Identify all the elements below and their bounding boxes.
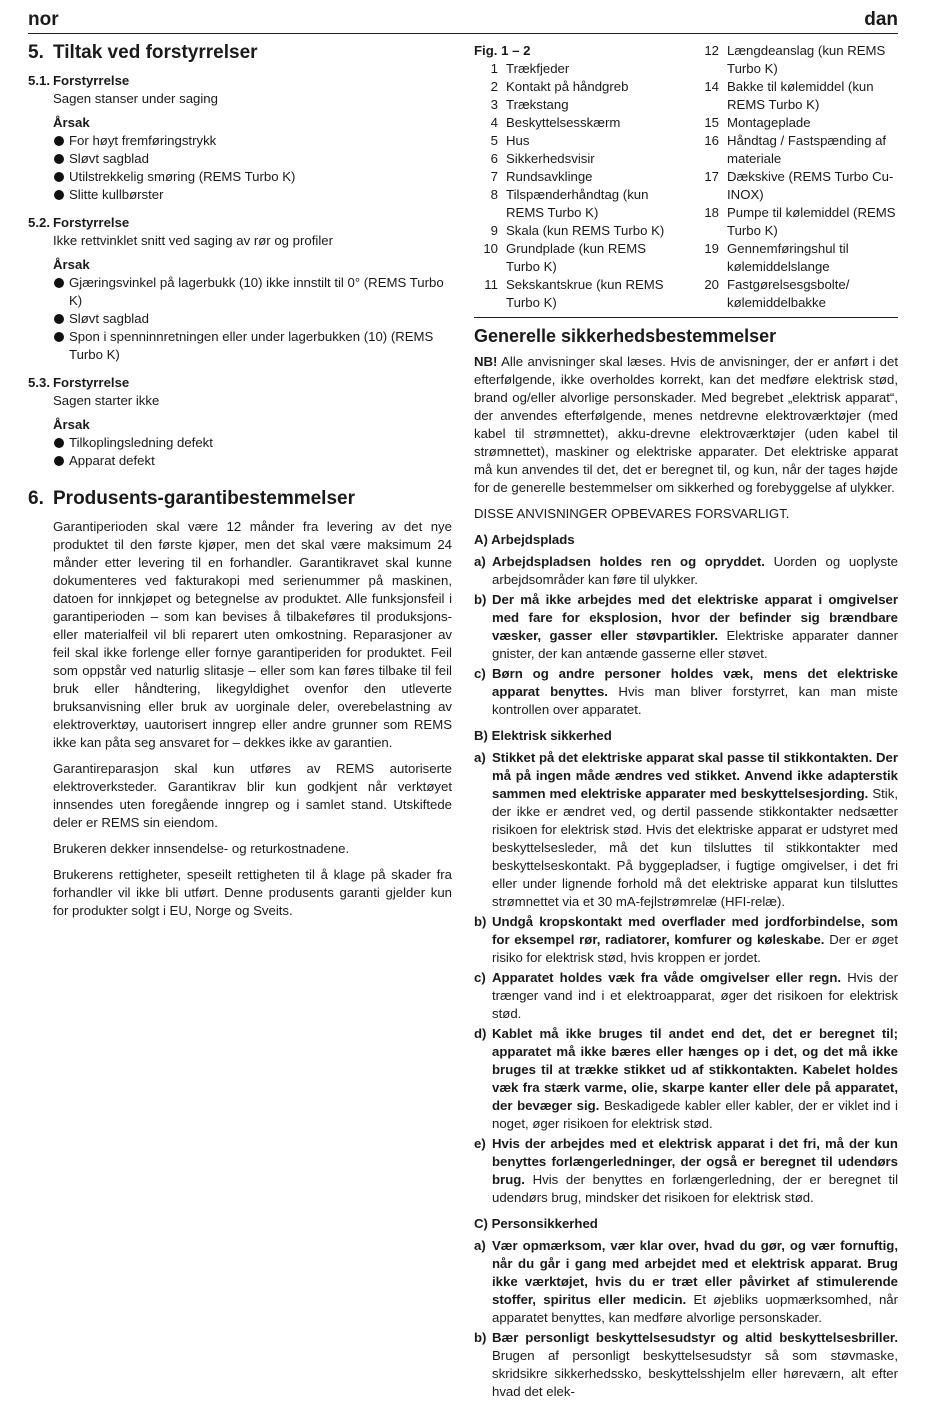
legend-number: 2: [490, 79, 498, 94]
subsection-number: 5.1.: [28, 73, 50, 88]
figure-legend-item: [689, 132, 898, 168]
right-column: [474, 42, 898, 1403]
left-column: [28, 42, 452, 928]
cause-item: Sløvt sagblad: [53, 310, 452, 328]
legend-text: Håndtag / Fastspænding af materiale: [727, 133, 887, 166]
troubleshooting-entry: [28, 72, 452, 204]
figure-legend-item: [689, 276, 898, 312]
item-body-text: Hvis man bliver forstyrret, kan man miste kontrollen over apparatet.: [492, 684, 898, 717]
legend-text: Dækskive (REMS Turbo Cu-INOX): [727, 169, 894, 202]
general-safety-heading: Generelle sikkerhedsbestemmelser: [474, 326, 777, 346]
item-bold-text: Arbejdspladsen holdes ren og opryddet.: [492, 554, 765, 569]
item-body-text: Hvis der benyttes en forlængerledning, der er beregnet til udendørs brug, mindsker det risikoen for elektrisk stød.: [492, 1172, 898, 1205]
figure-legend-item: [474, 150, 683, 168]
legend-text: Længdeanslag (kun REMS Turbo K): [727, 43, 886, 76]
troubleshooting-entry: [28, 214, 452, 364]
safety-item: [474, 553, 898, 589]
legend-text: Bakke til kølemiddel (kun REMS Turbo K): [727, 79, 874, 112]
item-body-text: Uorden og uoplyste arbejdsområder kan føre til ulykker.: [492, 554, 898, 587]
figure-legend-item: [474, 96, 683, 114]
guarantee-paragraph: Garantireparasjon skal kun utføres av REMS autoriserte elektroverksteder. Garantikrav blir kun godkjent når verktøyet innsendes uten foregående inngrep og i samlet stand. Utskiftede deler er REMS sin eiendom.: [53, 761, 452, 830]
cause-item: Sløvt sagblad: [53, 150, 452, 168]
safety-item: [474, 969, 898, 1023]
legend-number: 14: [704, 79, 719, 94]
legend-number: 4: [490, 115, 498, 130]
troubleshooting-list: [28, 72, 452, 470]
item-letter: a): [474, 750, 486, 765]
legend-number: 5: [490, 133, 498, 148]
subsection-heading: [28, 72, 452, 90]
item-letter: c): [474, 970, 486, 985]
cause-item: Slitte kullbørster: [53, 186, 452, 204]
legend-text: Fastgørelsesgsbolte/ kølemiddelbakke: [727, 277, 850, 310]
item-body-text: Beskadigede kabler eller kabler, der er viklet ind i noget, øger risikoen for elektrisk stød.: [492, 1098, 898, 1131]
subsection-title: Forstyrrelse: [53, 215, 130, 230]
legend-number: 3: [490, 97, 498, 112]
item-text: [492, 553, 898, 589]
cause-item: Apparat defekt: [53, 452, 452, 470]
legend-text: Trækfjeder: [506, 61, 570, 76]
safety-item: [474, 1025, 898, 1133]
legend-text: Sekskantskrue (kun REMS Turbo K): [506, 277, 664, 310]
legend-number: 19: [704, 241, 719, 256]
safety-group-heading: A) Arbejdsplads: [474, 532, 575, 547]
item-body-text: Elektriske apparater danner gnister, der kan antænde gasserne eller støvet.: [492, 628, 899, 661]
safety-item: [474, 591, 898, 663]
legend-number: 9: [490, 223, 498, 238]
figure-legend-col-b: [683, 42, 898, 312]
language-label-right: dan: [864, 9, 898, 30]
safety-item: [474, 1135, 898, 1207]
subsection-number: 5.2.: [28, 215, 50, 230]
troubleshooting-entry: [28, 374, 452, 470]
legend-text: Kontakt på håndgreb: [506, 79, 629, 94]
section-6-heading: 6. Produsents-garantibestemmelser: [28, 488, 355, 509]
item-body-text: Brugen af personligt beskyttelsesudstyr så som støvmaske, skridsikre sikkerhedssko, beskyttelsshjelm eller høreværn, alt efter hvad det elek-: [492, 1348, 898, 1399]
cause-item: For høyt fremføringstrykk: [53, 132, 452, 150]
item-text: [492, 665, 898, 719]
item-text: [492, 1329, 898, 1401]
legend-number: 12: [704, 43, 719, 58]
safety-item: [474, 1237, 898, 1327]
item-letter: a): [474, 554, 486, 569]
cause-label: Årsak: [53, 417, 90, 432]
safety-item: [474, 1329, 898, 1401]
item-bold-text: Apparatet holdes væk fra våde omgivelser eller regn.: [492, 970, 842, 985]
item-letter: c): [474, 666, 486, 681]
safety-item: [474, 749, 898, 911]
item-text: [492, 969, 898, 1023]
section-rule: [474, 317, 898, 318]
item-body-text: Stik, der ikke er ændret ved, og dertil passende stikkontakter nedsætter risikoen for elektrisk stød. Hvis det elektriske apparat er udstyret med beskyttelsesleder, må det kun tilsluttes til stikkontakter med beskyttelseskontakt. På byggepladser, i fugtige omgivelser, i det fri eller under lignende forhold må det elektriske apparat kun tilsluttes strømnettet via et 30 mA-fejlstrømrelæ (HFI-relæ).: [492, 786, 898, 909]
legend-number: 20: [704, 277, 719, 292]
item-bold-text: Hvis der arbejdes med et elektrisk apparat i det fri, må der kun benyttes forlængerledninger, der også er beregnet til udendørs brug.: [492, 1136, 898, 1187]
figure-legend-item: [474, 132, 683, 150]
problem-text: Sagen stanser under saging: [53, 91, 218, 106]
legend-number: 8: [490, 187, 498, 202]
figure-legend-item: [474, 60, 683, 78]
safety-group-heading: B) Elektrisk sikkerhed: [474, 728, 612, 743]
item-bold-text: Børn og andre personer holdes væk, mens det elektriske apparat benyttes.: [492, 666, 898, 699]
cause-item: Gjæringsvinkel på lagerbukk (10) ikke innstilt til 0° (REMS Turbo K): [53, 274, 452, 310]
item-text: [492, 913, 898, 967]
item-letter: b): [474, 914, 487, 929]
item-bold-text: Der må ikke arbejdes med det elektriske apparat i omgivelser med fare for eksplosion, hvor der befinder sig brændbare væsker, gasser eller støvpartikler.: [492, 592, 898, 643]
item-bold-text: Bær personligt beskyttelsesudstyr og altid beskyttelsesbriller.: [492, 1330, 898, 1345]
safety-groups: [474, 531, 898, 1401]
figure-legend-item: [689, 78, 898, 114]
legend-number: 6: [490, 151, 498, 166]
item-letter: b): [474, 592, 487, 607]
figure-title: Fig. 1 – 2: [474, 43, 531, 58]
legend-number: 16: [704, 133, 719, 148]
legend-number: 1: [490, 61, 498, 76]
legend-text: Sikkerhedsvisir: [506, 151, 595, 166]
safety-group-heading: C) Personsikkerhed: [474, 1216, 598, 1231]
cause-list: [28, 274, 452, 364]
item-bold-text: Kablet må ikke bruges til andet end det, det er beregnet til; apparatet må ikke bæres eller hænges op i det, og det må ikke bruges til at trække stikket ud af stikkontakten. Kabelet holdes væk fra stærk varme, olie, skarpe kanter eller dele på apparatet, der bevæger sig.: [492, 1026, 898, 1113]
subsection-number: 5.3.: [28, 375, 50, 390]
cause-list: [28, 434, 452, 470]
figure-legend-item: [474, 114, 683, 132]
legend-number: 10: [483, 241, 498, 256]
legend-text: Skala (kun REMS Turbo K): [506, 223, 665, 238]
figure-legend-item: [689, 114, 898, 132]
cause-label: Årsak: [53, 115, 90, 130]
legend-number: 11: [484, 277, 498, 292]
safety-item: [474, 913, 898, 967]
figure-legend-item: [689, 240, 898, 276]
figure-legend-item: [689, 204, 898, 240]
figure-legend-item: [474, 240, 683, 276]
legend-text: Hus: [506, 133, 530, 148]
cause-label: Årsak: [53, 257, 90, 272]
subsection-title: Forstyrrelse: [53, 375, 130, 390]
figure-legend-item: [474, 276, 683, 312]
legend-text: Grundplade (kun REMS Turbo K): [506, 241, 647, 274]
item-letter: b): [474, 1330, 487, 1345]
subsection-title: Forstyrrelse: [53, 73, 130, 88]
item-bold-text: Stikket på det elektriske apparat skal passe til stikkontakten. Der må på ingen måde ændres ved stikket. Anvend ikke adapterstik sammen med elektriske apparater med beskyttelsesjording.: [492, 750, 898, 801]
nb-paragraph: NB! Alle anvisninger skal læses. Hvis de anvisninger, der er anført i det efterfølgende, ikke overholdes korrekt, kan det medføre elektrisk stød, brand og/eller alvorlige personskader. Med begrebet „elektrisk apparat“, der anvendes efterfølgende, menes netdrevne elektroværktøjer (med kabel til strømnettet), akku-drevne elektroværktøjer (uden kabel til strømnettet), maskiner og elektriske apparater. Det elektriske apparat må kun anvendes til det, det er beregnet til, og kun, når der tages højde for de generelle bestemmelser om sikkerhed og forebyggelse af ulykker.: [474, 354, 898, 495]
item-text: [492, 1135, 898, 1207]
guarantee-paragraph: Garantiperioden skal være 12 månder fra levering av det nye produktet til den første kjøper, men det skal være maksimum 24 månder etter levering til en forhandler. Garantikravet skal kunne dokumenteres ved fakturakopi med serienummer på maskinen, datoen for innkjøpet og betegnelse av produktet. Alle funksjonsfeil i garantiperioden – som kan bevises å tilbakeføres til produksjons- eller materialfeil vil bli reparert uten omkostning. Reparasjoner av feil skal ikke forlenge eller fornye garantiperiden for produktet. Feil som oppstår ved naturlig slitasje – eller som kan føres tilbake til feil bruk eller håndtering, likegyldighet ovenfor den utleverte bruksanvisning eller bruk av uorginale deler, overebelastning av elektroverktøy, uautorisert inngrep eller andre grunner som REMS ikke kan påta seg ansvaret for – dekkes ikke av garantien.: [53, 519, 452, 750]
legend-number: 7: [490, 169, 498, 184]
guarantee-text: [28, 518, 452, 920]
problem-text: Sagen starter ikke: [53, 393, 160, 408]
guarantee-paragraph: Brukeren dekker innsendelse- og returkostnadene.: [53, 841, 350, 856]
item-body-text: Der er øget risiko for elektrisk stød, hvis kroppen er jordet.: [492, 932, 899, 965]
cause-item: Spon i spenninnretningen eller under lagerbukken (10) (REMS Turbo K): [53, 328, 452, 364]
figure-legend-item: [689, 42, 898, 78]
figure-legend: [474, 42, 898, 312]
safety-item: [474, 665, 898, 719]
guarantee-paragraph: Brukerens rettigheter, speseilt rettigheten til å klage på skader fra forhandler vil ikke bli utført. Denne produsents garanti gjelder kun for produkter solgt i EU, Norge og Sveits.: [53, 867, 452, 918]
legend-number: 18: [704, 205, 719, 220]
item-letter: e): [474, 1136, 486, 1151]
item-body-text: Hvis der trænger vand ind i et elektroapparat, øger det risikoen for elektrisk stød.: [492, 970, 899, 1021]
figure-legend-item: [474, 222, 683, 240]
subsection-heading: [28, 374, 452, 392]
problem-text: Ikke rettvinklet snitt ved saging av rør og profiler: [53, 233, 333, 248]
figure-legend-item: [474, 186, 683, 222]
header-rule: [28, 33, 898, 34]
item-text: [492, 749, 898, 911]
item-letter: d): [474, 1026, 487, 1041]
language-label-left: nor: [28, 9, 59, 30]
item-bold-text: Undgå kropskontakt med overflader med jordforbindelse, som for eksempel rør, radiatorer, komfurer og køleskabe.: [492, 914, 898, 947]
item-text: [492, 591, 898, 663]
cause-list: [28, 132, 452, 204]
item-text: [492, 1025, 898, 1133]
figure-legend-item: [474, 78, 683, 96]
cause-item: Utilstrekkelig smøring (REMS Turbo K): [53, 168, 452, 186]
item-bold-text: Vær opmærksom, vær klar over, hvad du gør, og vær fornuftig, når du går i gang med arbejdet med et elektrisk apparat. Brug ikke værktøjet, hvis du er træt eller påvirket af stimulerende stoffer, spiritus eller medicin.: [492, 1238, 898, 1307]
legend-number: 15: [704, 115, 719, 130]
keep-instructions: DISSE ANVISNINGER OPBEVARES FORSVARLIGT.: [474, 506, 790, 521]
legend-text: Trækstang: [506, 97, 569, 112]
legend-number: 17: [704, 169, 719, 184]
legend-text: Montageplade: [727, 115, 811, 130]
item-letter: a): [474, 1238, 486, 1253]
legend-text: Rundsavklinge: [506, 169, 593, 184]
cause-item: Tilkoplingsledning defekt: [53, 434, 452, 452]
item-body-text: Et øjebliks uopmærksomhed, når apparatet benyttes, kan medføre alvorlige personskader.: [492, 1292, 899, 1325]
legend-text: Gennemføringshul til kølemiddelslange: [727, 241, 849, 274]
legend-text: Pumpe til kølemiddel (REMS Turbo K): [727, 205, 896, 238]
legend-text: Beskyttelsesskærm: [506, 115, 621, 130]
subsection-heading: [28, 214, 452, 232]
item-text: [492, 1237, 898, 1327]
legend-text: Tilspænderhåndtag (kun REMS Turbo K): [506, 187, 649, 220]
figure-legend-item: [474, 168, 683, 186]
figure-legend-item: [689, 168, 898, 204]
section-5-heading: 5. Tiltak ved forstyrrelser: [28, 42, 258, 63]
figure-legend-col-a: [474, 42, 683, 312]
